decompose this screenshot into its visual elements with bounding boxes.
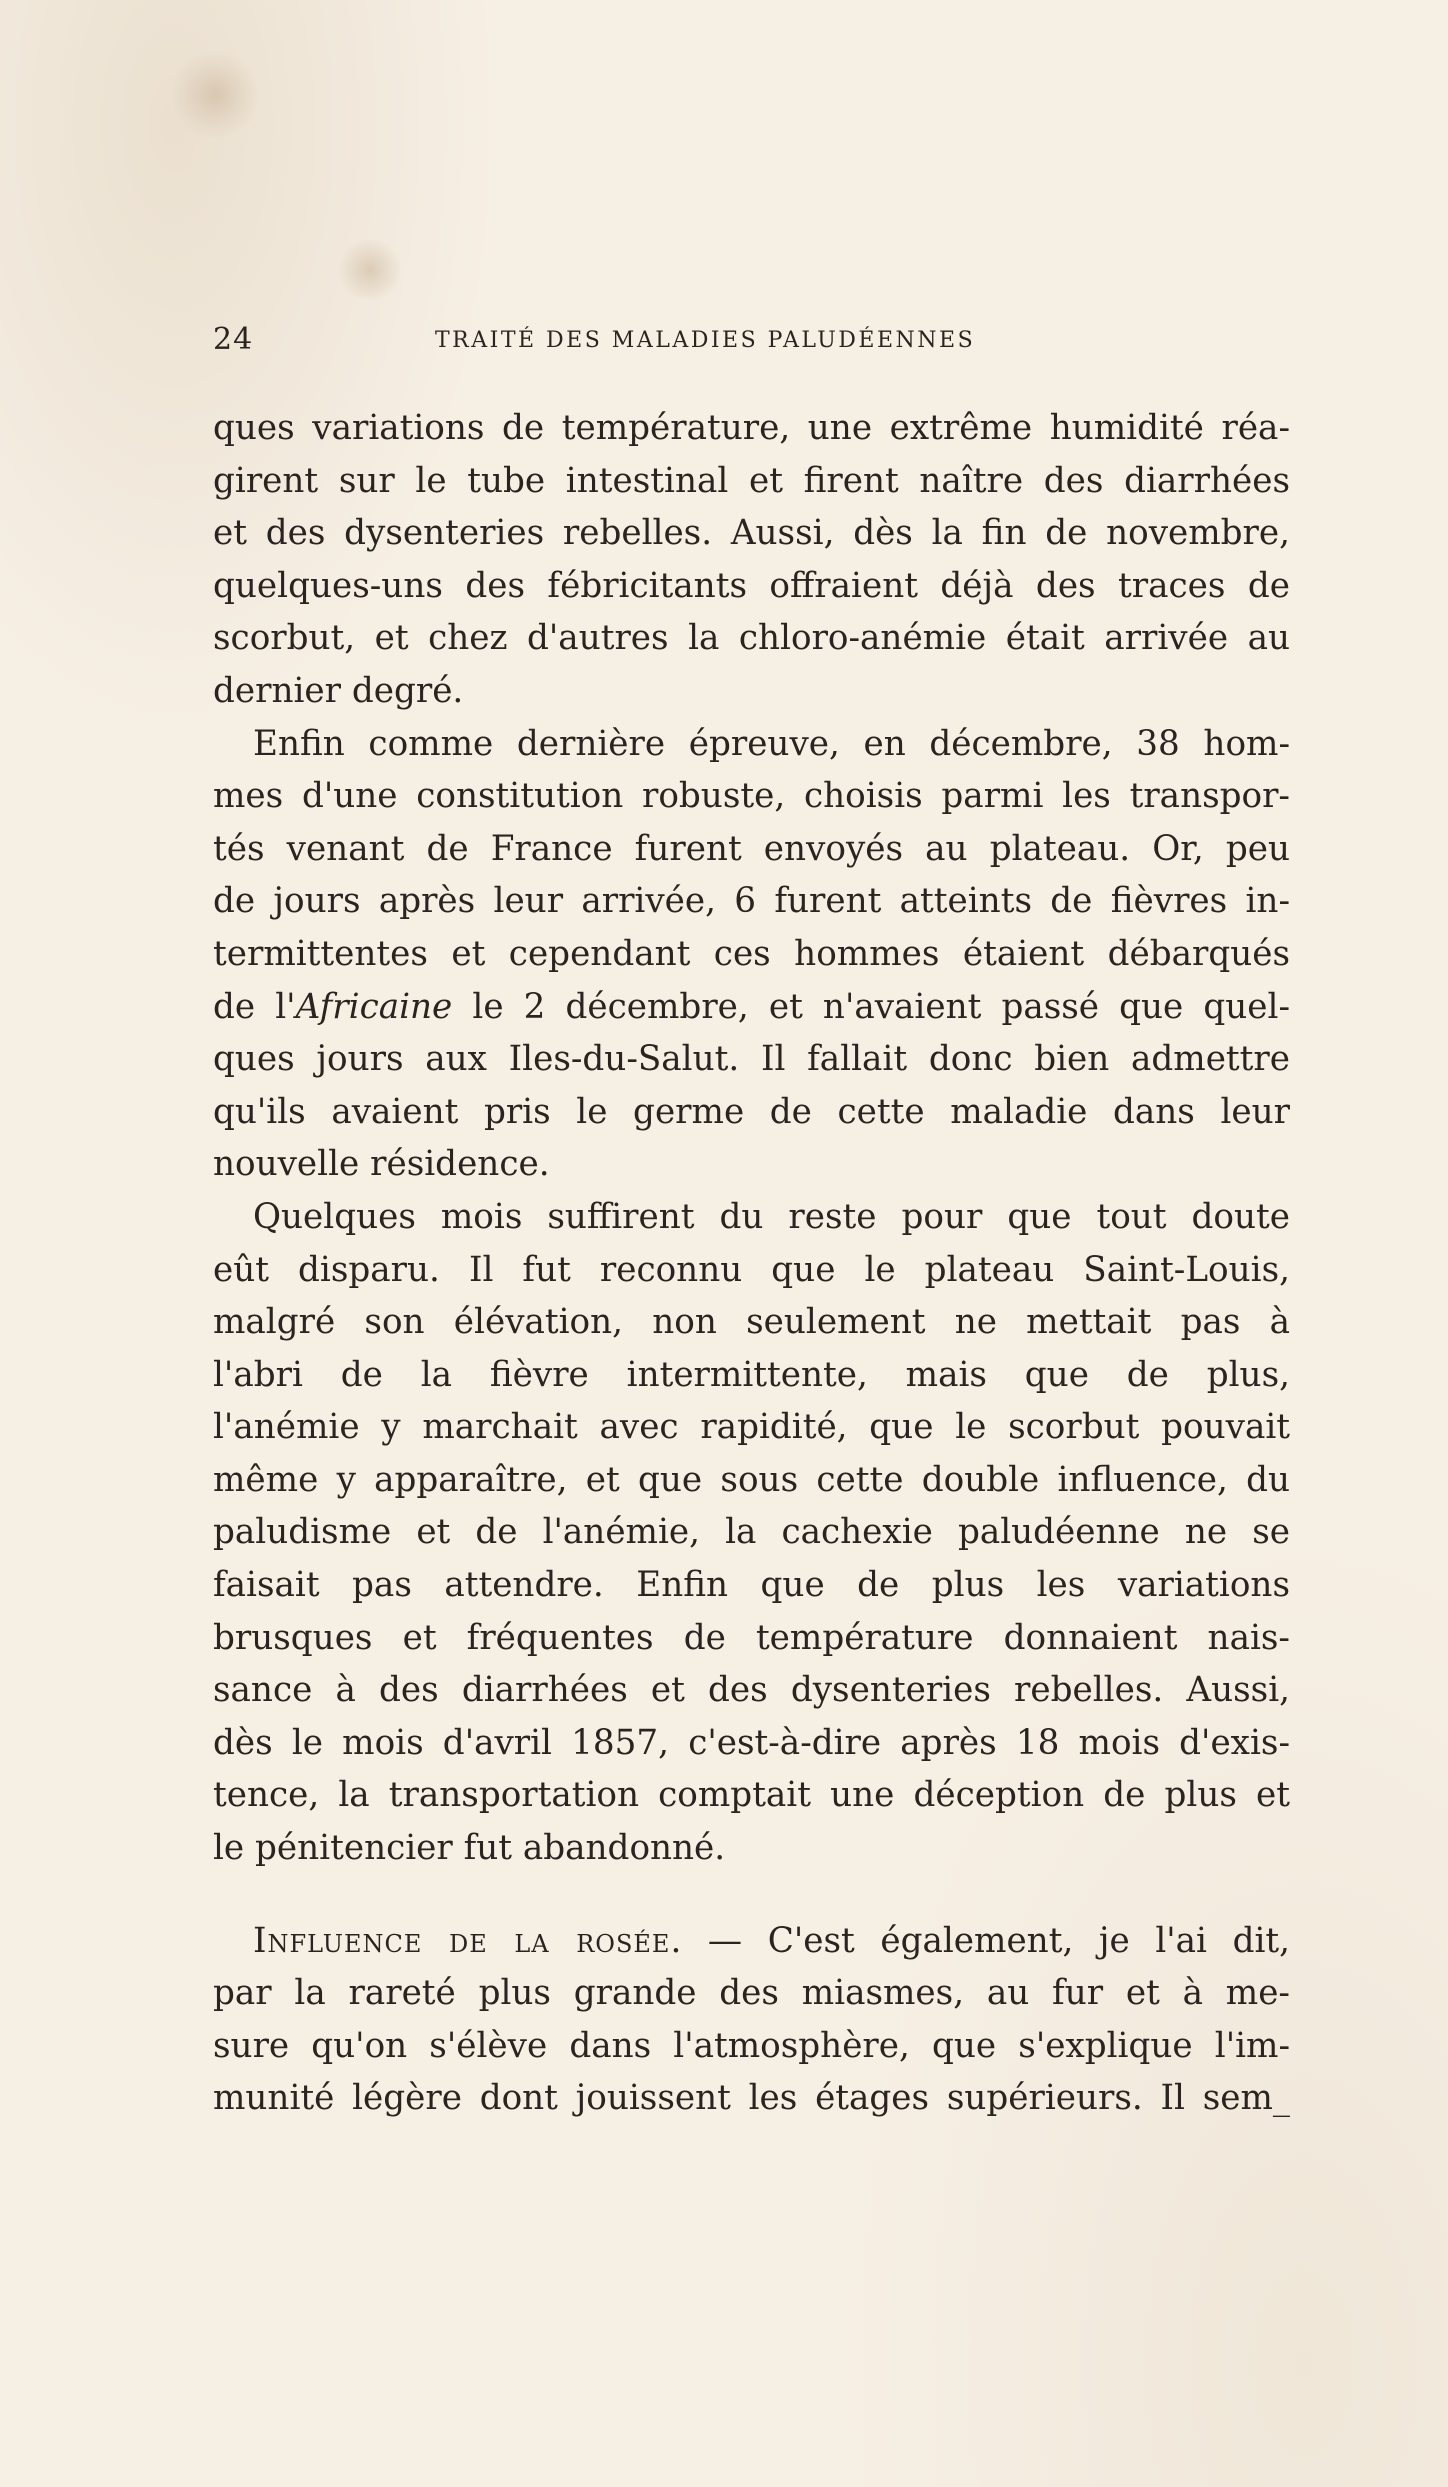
running-head: TRAITÉ DES MALADIES PALUDÉENNES [435,328,976,353]
text-line: et des dysenteries rebelles. Aussi, dès la fin de novembre, [213,513,1290,554]
text-line: Enfin comme dernière épreuve, en décembre, 38 hom- [253,723,1290,764]
text-line: tés venant de France furent envoyés au plateau. Or, peu [213,828,1290,869]
paper-stain [170,50,260,140]
text-line: quelques-uns des fébricitants offraient déjà des traces de [213,565,1290,606]
text-line: munité légère dont jouissent les étages supérieurs. Il sem_ [213,2078,1290,2119]
section-gap [213,1875,1290,1915]
paper-stain [335,240,405,300]
page-number: 24 [213,322,254,357]
text-line: dernier degré. [213,670,464,711]
text-line: nouvelle résidence. [213,1144,550,1185]
ship-name: Africaine [295,986,453,1027]
text-line: malgré son élévation, non seulement ne mettait pas à [213,1302,1290,1343]
text-line: brusques et fréquentes de température donnaient nais- [213,1617,1290,1658]
text-line: paludisme et de l'anémie, la cachexie paludéenne ne se [213,1512,1290,1553]
text-line: sure qu'on s'élève dans l'atmosphère, que s'explique l'im- [213,2025,1290,2066]
text-line: tence, la transportation comptait une déception de plus et [213,1775,1290,1816]
text-line: l'anémie y marchait avec rapidité, que le scorbut pouvait [213,1407,1290,1448]
text-line: de jours après leur arrivée, 6 furent atteints de fièvres in- [213,881,1290,922]
text-line: eût disparu. Il fut reconnu que le plateau Saint-Louis, [213,1249,1290,1290]
text-line: sance à des diarrhées et des dysenteries rebelles. Aussi, [213,1670,1290,1711]
text-line: qu'ils avaient pris le germe de cette maladie dans leur [213,1091,1290,1132]
page-header [213,318,1290,362]
text-line: Quelques mois suffirent du reste pour que tout doute [253,1196,1290,1237]
text-line: girent sur le tube intestinal et firent naître des diarrhées [213,460,1290,501]
line-rest: — C'est également, je l'ai dit, [682,1920,1290,1961]
text-line: le pénitencier fut abandonné. [213,1828,726,1869]
text-line [213,1915,1290,1968]
text-line: par la rareté plus grande des miasmes, au fur et à me- [213,1973,1290,2014]
section-heading: Influence de la rosée. [253,1920,683,1961]
text-line: mes d'une constitution robuste, choisis parmi les transpor- [213,776,1290,817]
text-line: dès le mois d'avril 1857, c'est-à-dire après 18 mois d'exis- [213,1722,1290,1763]
text-line: l'abri de la fièvre intermittente, mais que de plus, [213,1354,1290,1395]
text-line: ques jours aux Iles-du-Salut. Il fallait donc bien admettre [213,1039,1290,1080]
text-line: ques variations de température, une extrême humidité réa- [213,408,1290,448]
text-line: scorbut, et chez d'autres la chloro-anémie était arrivée au [213,618,1290,659]
text-line: faisait pas attendre. Enfin que de plus les variations [213,1565,1290,1606]
body-text [213,402,1290,2125]
text-line [213,981,1290,1034]
text-line: termittentes et cependant ces hommes étaient débarqués [213,933,1290,974]
text-line: même y apparaître, et que sous cette double influence, du [213,1459,1290,1500]
line-rest: le 2 décembre, et n'avaient passé que quel- [472,986,1290,1027]
line-prefix: de l' [213,986,296,1027]
